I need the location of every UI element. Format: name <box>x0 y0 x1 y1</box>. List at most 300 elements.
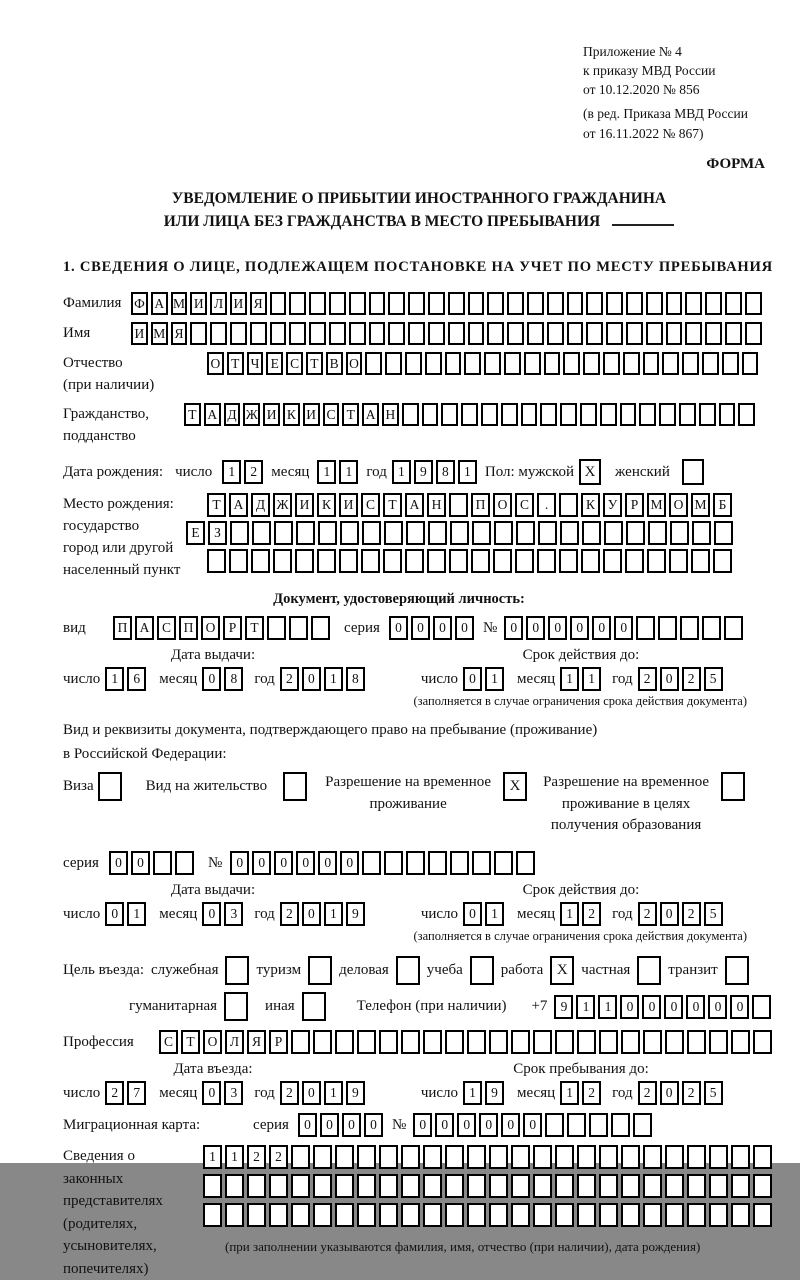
char-cell[interactable]: Р <box>269 1030 288 1054</box>
char-cell[interactable] <box>504 352 521 375</box>
char-cell[interactable] <box>313 1203 332 1227</box>
char-cell[interactable]: Т <box>342 403 359 426</box>
char-cell[interactable] <box>603 549 622 573</box>
char-cell[interactable]: . <box>537 493 556 517</box>
char-cell[interactable]: Т <box>227 352 244 375</box>
char-cell[interactable]: 2 <box>280 902 299 926</box>
char-cell[interactable] <box>639 403 656 426</box>
char-cell[interactable]: С <box>159 1030 178 1054</box>
purpose-study-checkbox[interactable] <box>470 956 494 985</box>
char-cell[interactable] <box>511 1030 530 1054</box>
char-cell[interactable]: 0 <box>504 616 523 640</box>
char-cell[interactable]: 0 <box>302 1081 321 1105</box>
char-cell[interactable] <box>621 1030 640 1054</box>
char-cell[interactable]: Е <box>186 521 205 545</box>
char-cell[interactable] <box>567 1113 586 1137</box>
char-cell[interactable] <box>309 322 326 345</box>
char-cell[interactable] <box>423 1174 442 1198</box>
char-cell[interactable] <box>384 521 403 545</box>
char-cell[interactable]: И <box>295 493 314 517</box>
char-cell[interactable]: С <box>515 493 534 517</box>
char-cell[interactable] <box>406 521 425 545</box>
char-cell[interactable] <box>527 322 544 345</box>
char-cell[interactable] <box>405 549 424 573</box>
char-cell[interactable]: 0 <box>318 851 337 875</box>
char-cell[interactable] <box>379 1030 398 1054</box>
char-cell[interactable] <box>646 322 663 345</box>
char-cell[interactable]: 0 <box>660 667 679 691</box>
char-cell[interactable]: 1 <box>458 460 477 484</box>
char-cell[interactable] <box>577 1030 596 1054</box>
char-cell[interactable] <box>450 521 469 545</box>
char-cell[interactable]: 1 <box>392 460 411 484</box>
char-cell[interactable] <box>589 1113 608 1137</box>
char-cell[interactable] <box>388 322 405 345</box>
char-cell[interactable] <box>555 1145 574 1169</box>
char-cell[interactable]: 0 <box>230 851 249 875</box>
char-cell[interactable]: Р <box>223 616 242 640</box>
char-cell[interactable]: 0 <box>320 1113 339 1137</box>
char-cell[interactable]: 1 <box>203 1145 222 1169</box>
char-cell[interactable] <box>599 1145 618 1169</box>
char-cell[interactable] <box>559 549 578 573</box>
char-cell[interactable] <box>731 1145 750 1169</box>
char-cell[interactable]: 0 <box>296 851 315 875</box>
char-cell[interactable] <box>379 1145 398 1169</box>
char-cell[interactable] <box>408 292 425 315</box>
char-cell[interactable] <box>267 616 286 640</box>
char-cell[interactable] <box>725 292 742 315</box>
char-cell[interactable] <box>600 403 617 426</box>
char-cell[interactable] <box>225 1174 244 1198</box>
char-cell[interactable]: В <box>326 352 343 375</box>
char-cell[interactable] <box>682 352 699 375</box>
char-cell[interactable] <box>533 1174 552 1198</box>
char-cell[interactable] <box>494 851 513 875</box>
char-cell[interactable] <box>489 1174 508 1198</box>
char-cell[interactable] <box>662 352 679 375</box>
char-cell[interactable]: О <box>493 493 512 517</box>
char-cell[interactable] <box>626 521 645 545</box>
char-cell[interactable] <box>658 616 677 640</box>
purpose-humanitarian-checkbox[interactable] <box>224 992 248 1021</box>
char-cell[interactable]: 0 <box>364 1113 383 1137</box>
purpose-tourism-checkbox[interactable] <box>308 956 332 985</box>
char-cell[interactable] <box>533 1030 552 1054</box>
char-cell[interactable]: 0 <box>457 1113 476 1137</box>
char-cell[interactable] <box>702 616 721 640</box>
char-cell[interactable]: 9 <box>485 1081 504 1105</box>
char-cell[interactable]: 0 <box>274 851 293 875</box>
char-cell[interactable]: 0 <box>614 616 633 640</box>
char-cell[interactable] <box>270 322 287 345</box>
char-cell[interactable]: 1 <box>127 902 146 926</box>
char-cell[interactable]: С <box>361 493 380 517</box>
char-cell[interactable] <box>699 403 716 426</box>
char-cell[interactable] <box>738 403 755 426</box>
char-cell[interactable] <box>471 549 490 573</box>
char-cell[interactable] <box>423 1030 442 1054</box>
char-cell[interactable] <box>521 403 538 426</box>
char-cell[interactable] <box>722 352 739 375</box>
char-cell[interactable] <box>401 1145 420 1169</box>
char-cell[interactable] <box>643 1030 662 1054</box>
char-cell[interactable] <box>731 1174 750 1198</box>
char-cell[interactable] <box>318 521 337 545</box>
char-cell[interactable] <box>309 292 326 315</box>
char-cell[interactable]: 1 <box>222 460 241 484</box>
purpose-other-checkbox[interactable] <box>302 992 326 1021</box>
char-cell[interactable]: Я <box>171 322 188 345</box>
char-cell[interactable] <box>559 493 578 517</box>
char-cell[interactable]: 1 <box>105 667 124 691</box>
char-cell[interactable]: И <box>263 403 280 426</box>
char-cell[interactable] <box>448 322 465 345</box>
char-cell[interactable] <box>560 403 577 426</box>
char-cell[interactable] <box>731 1030 750 1054</box>
char-cell[interactable] <box>540 403 557 426</box>
char-cell[interactable] <box>401 1030 420 1054</box>
char-cell[interactable] <box>489 1203 508 1227</box>
char-cell[interactable]: И <box>131 322 148 345</box>
char-cell[interactable] <box>633 1113 652 1137</box>
char-cell[interactable] <box>643 1145 662 1169</box>
char-cell[interactable]: П <box>179 616 198 640</box>
char-cell[interactable] <box>329 322 346 345</box>
char-cell[interactable]: О <box>207 352 224 375</box>
char-cell[interactable]: 0 <box>105 902 124 926</box>
char-cell[interactable]: И <box>339 493 358 517</box>
char-cell[interactable]: 0 <box>411 616 430 640</box>
char-cell[interactable] <box>516 851 535 875</box>
char-cell[interactable]: М <box>151 322 168 345</box>
char-cell[interactable]: 2 <box>582 1081 601 1105</box>
char-cell[interactable] <box>599 1174 618 1198</box>
char-cell[interactable]: О <box>346 352 363 375</box>
char-cell[interactable] <box>289 292 306 315</box>
char-cell[interactable] <box>620 403 637 426</box>
char-cell[interactable] <box>229 549 248 573</box>
char-cell[interactable]: 0 <box>131 851 150 875</box>
char-cell[interactable] <box>646 292 663 315</box>
char-cell[interactable]: 0 <box>340 851 359 875</box>
char-cell[interactable]: 0 <box>620 995 639 1019</box>
char-cell[interactable] <box>606 292 623 315</box>
char-cell[interactable] <box>487 292 504 315</box>
char-cell[interactable]: А <box>362 403 379 426</box>
char-cell[interactable] <box>313 1030 332 1054</box>
char-cell[interactable]: Я <box>247 1030 266 1054</box>
edu-residence-checkbox[interactable] <box>721 772 745 801</box>
char-cell[interactable] <box>533 1203 552 1227</box>
char-cell[interactable] <box>752 995 771 1019</box>
char-cell[interactable] <box>545 1113 564 1137</box>
char-cell[interactable] <box>385 352 402 375</box>
char-cell[interactable]: 2 <box>244 460 263 484</box>
char-cell[interactable] <box>401 1174 420 1198</box>
char-cell[interactable] <box>379 1174 398 1198</box>
char-cell[interactable]: М <box>171 292 188 315</box>
char-cell[interactable] <box>467 1030 486 1054</box>
char-cell[interactable] <box>401 1203 420 1227</box>
char-cell[interactable]: М <box>691 493 710 517</box>
char-cell[interactable]: 9 <box>554 995 573 1019</box>
char-cell[interactable] <box>626 292 643 315</box>
char-cell[interactable]: 0 <box>342 1113 361 1137</box>
char-cell[interactable]: Л <box>210 292 227 315</box>
purpose-transit-checkbox[interactable] <box>725 956 749 985</box>
char-cell[interactable] <box>533 1145 552 1169</box>
char-cell[interactable] <box>544 352 561 375</box>
char-cell[interactable] <box>507 322 524 345</box>
char-cell[interactable]: 3 <box>224 902 243 926</box>
char-cell[interactable] <box>349 292 366 315</box>
char-cell[interactable]: 1 <box>339 460 358 484</box>
char-cell[interactable]: 1 <box>485 902 504 926</box>
char-cell[interactable] <box>481 403 498 426</box>
char-cell[interactable] <box>313 1174 332 1198</box>
char-cell[interactable]: 0 <box>302 902 321 926</box>
char-cell[interactable] <box>606 322 623 345</box>
char-cell[interactable] <box>623 352 640 375</box>
char-cell[interactable] <box>252 521 271 545</box>
char-cell[interactable] <box>583 352 600 375</box>
char-cell[interactable]: 1 <box>324 1081 343 1105</box>
char-cell[interactable]: А <box>405 493 424 517</box>
char-cell[interactable]: 2 <box>280 1081 299 1105</box>
char-cell[interactable]: 2 <box>269 1145 288 1169</box>
char-cell[interactable] <box>507 292 524 315</box>
char-cell[interactable] <box>538 521 557 545</box>
char-cell[interactable] <box>449 493 468 517</box>
char-cell[interactable]: 0 <box>730 995 749 1019</box>
char-cell[interactable] <box>692 521 711 545</box>
char-cell[interactable]: Н <box>382 403 399 426</box>
char-cell[interactable] <box>357 1145 376 1169</box>
char-cell[interactable]: У <box>603 493 622 517</box>
char-cell[interactable]: 0 <box>455 616 474 640</box>
char-cell[interactable] <box>445 1203 464 1227</box>
char-cell[interactable]: О <box>669 493 688 517</box>
char-cell[interactable] <box>582 521 601 545</box>
char-cell[interactable] <box>270 292 287 315</box>
char-cell[interactable]: 0 <box>109 851 128 875</box>
char-cell[interactable]: 9 <box>414 460 433 484</box>
char-cell[interactable]: А <box>135 616 154 640</box>
char-cell[interactable]: 0 <box>202 1081 221 1105</box>
char-cell[interactable]: 0 <box>202 667 221 691</box>
char-cell[interactable] <box>251 549 270 573</box>
char-cell[interactable] <box>291 1203 310 1227</box>
residence-permit-checkbox[interactable] <box>283 772 307 801</box>
char-cell[interactable] <box>511 1145 530 1169</box>
char-cell[interactable]: 1 <box>560 667 579 691</box>
char-cell[interactable] <box>464 352 481 375</box>
char-cell[interactable] <box>311 616 330 640</box>
char-cell[interactable]: З <box>208 521 227 545</box>
char-cell[interactable] <box>599 1030 618 1054</box>
char-cell[interactable] <box>472 851 491 875</box>
char-cell[interactable] <box>709 1174 728 1198</box>
char-cell[interactable]: 7 <box>127 1081 146 1105</box>
temp-residence-checkbox[interactable]: X <box>503 772 527 801</box>
char-cell[interactable]: 0 <box>413 1113 432 1137</box>
char-cell[interactable]: 0 <box>252 851 271 875</box>
char-cell[interactable] <box>296 521 315 545</box>
char-cell[interactable]: 2 <box>247 1145 266 1169</box>
char-cell[interactable] <box>745 322 762 345</box>
char-cell[interactable] <box>247 1203 266 1227</box>
char-cell[interactable] <box>423 1203 442 1227</box>
char-cell[interactable]: 0 <box>660 1081 679 1105</box>
char-cell[interactable] <box>643 1174 662 1198</box>
char-cell[interactable] <box>449 549 468 573</box>
char-cell[interactable]: 1 <box>324 667 343 691</box>
char-cell[interactable] <box>388 292 405 315</box>
char-cell[interactable] <box>669 549 688 573</box>
char-cell[interactable] <box>709 1145 728 1169</box>
char-cell[interactable] <box>659 403 676 426</box>
char-cell[interactable] <box>349 322 366 345</box>
char-cell[interactable]: 2 <box>638 902 657 926</box>
char-cell[interactable] <box>230 521 249 545</box>
char-cell[interactable]: Е <box>266 352 283 375</box>
char-cell[interactable] <box>567 292 584 315</box>
char-cell[interactable] <box>555 1030 574 1054</box>
char-cell[interactable] <box>647 549 666 573</box>
char-cell[interactable]: Т <box>207 493 226 517</box>
char-cell[interactable] <box>713 549 732 573</box>
char-cell[interactable] <box>753 1203 772 1227</box>
char-cell[interactable]: И <box>230 292 247 315</box>
char-cell[interactable]: 0 <box>548 616 567 640</box>
char-cell[interactable]: 0 <box>686 995 705 1019</box>
char-cell[interactable]: П <box>471 493 490 517</box>
char-cell[interactable] <box>666 292 683 315</box>
char-cell[interactable] <box>666 322 683 345</box>
char-cell[interactable] <box>685 322 702 345</box>
char-cell[interactable] <box>445 1145 464 1169</box>
char-cell[interactable] <box>339 549 358 573</box>
char-cell[interactable] <box>581 549 600 573</box>
char-cell[interactable]: 2 <box>582 902 601 926</box>
char-cell[interactable] <box>621 1203 640 1227</box>
char-cell[interactable] <box>357 1203 376 1227</box>
char-cell[interactable]: 0 <box>298 1113 317 1137</box>
char-cell[interactable] <box>362 851 381 875</box>
char-cell[interactable] <box>423 1145 442 1169</box>
char-cell[interactable] <box>468 322 485 345</box>
char-cell[interactable]: 0 <box>664 995 683 1019</box>
char-cell[interactable]: 1 <box>598 995 617 1019</box>
visa-checkbox[interactable] <box>98 772 122 801</box>
char-cell[interactable]: П <box>113 616 132 640</box>
char-cell[interactable]: 0 <box>642 995 661 1019</box>
char-cell[interactable] <box>709 1030 728 1054</box>
char-cell[interactable]: М <box>647 493 666 517</box>
char-cell[interactable] <box>335 1203 354 1227</box>
char-cell[interactable] <box>190 322 207 345</box>
char-cell[interactable]: 1 <box>485 667 504 691</box>
char-cell[interactable]: Т <box>184 403 201 426</box>
char-cell[interactable] <box>467 1145 486 1169</box>
char-cell[interactable] <box>335 1174 354 1198</box>
char-cell[interactable]: Д <box>251 493 270 517</box>
char-cell[interactable] <box>289 322 306 345</box>
char-cell[interactable] <box>725 322 742 345</box>
char-cell[interactable] <box>422 403 439 426</box>
char-cell[interactable] <box>603 352 620 375</box>
char-cell[interactable] <box>687 1174 706 1198</box>
char-cell[interactable] <box>175 851 194 875</box>
char-cell[interactable] <box>687 1145 706 1169</box>
char-cell[interactable]: О <box>201 616 220 640</box>
char-cell[interactable] <box>153 851 172 875</box>
char-cell[interactable]: 8 <box>224 667 243 691</box>
char-cell[interactable] <box>604 521 623 545</box>
char-cell[interactable] <box>274 521 293 545</box>
char-cell[interactable] <box>210 322 227 345</box>
char-cell[interactable]: 2 <box>638 667 657 691</box>
char-cell[interactable]: 1 <box>324 902 343 926</box>
char-cell[interactable] <box>384 851 403 875</box>
char-cell[interactable] <box>742 352 759 375</box>
char-cell[interactable] <box>643 1203 662 1227</box>
char-cell[interactable] <box>428 521 447 545</box>
char-cell[interactable]: А <box>229 493 248 517</box>
char-cell[interactable] <box>291 1145 310 1169</box>
char-cell[interactable] <box>753 1174 772 1198</box>
char-cell[interactable] <box>753 1030 772 1054</box>
char-cell[interactable] <box>273 549 292 573</box>
char-cell[interactable] <box>563 352 580 375</box>
char-cell[interactable] <box>329 292 346 315</box>
char-cell[interactable]: К <box>283 403 300 426</box>
char-cell[interactable]: 1 <box>463 1081 482 1105</box>
char-cell[interactable]: Я <box>250 292 267 315</box>
char-cell[interactable] <box>714 521 733 545</box>
char-cell[interactable] <box>577 1145 596 1169</box>
char-cell[interactable]: 2 <box>105 1081 124 1105</box>
char-cell[interactable]: Т <box>181 1030 200 1054</box>
char-cell[interactable]: С <box>286 352 303 375</box>
char-cell[interactable] <box>753 1145 772 1169</box>
char-cell[interactable] <box>621 1145 640 1169</box>
char-cell[interactable]: Т <box>245 616 264 640</box>
char-cell[interactable]: 1 <box>560 1081 579 1105</box>
char-cell[interactable] <box>489 1030 508 1054</box>
char-cell[interactable]: С <box>323 403 340 426</box>
char-cell[interactable] <box>577 1203 596 1227</box>
char-cell[interactable]: Т <box>306 352 323 375</box>
char-cell[interactable]: 0 <box>463 902 482 926</box>
char-cell[interactable] <box>709 1203 728 1227</box>
char-cell[interactable] <box>225 1203 244 1227</box>
char-cell[interactable] <box>269 1203 288 1227</box>
char-cell[interactable]: 0 <box>708 995 727 1019</box>
char-cell[interactable] <box>691 549 710 573</box>
char-cell[interactable] <box>467 1174 486 1198</box>
char-cell[interactable]: 5 <box>704 667 723 691</box>
char-cell[interactable]: 1 <box>576 995 595 1019</box>
char-cell[interactable] <box>515 549 534 573</box>
char-cell[interactable] <box>207 549 226 573</box>
char-cell[interactable] <box>357 1174 376 1198</box>
char-cell[interactable]: Б <box>713 493 732 517</box>
char-cell[interactable]: Л <box>225 1030 244 1054</box>
char-cell[interactable] <box>493 549 512 573</box>
char-cell[interactable] <box>369 322 386 345</box>
